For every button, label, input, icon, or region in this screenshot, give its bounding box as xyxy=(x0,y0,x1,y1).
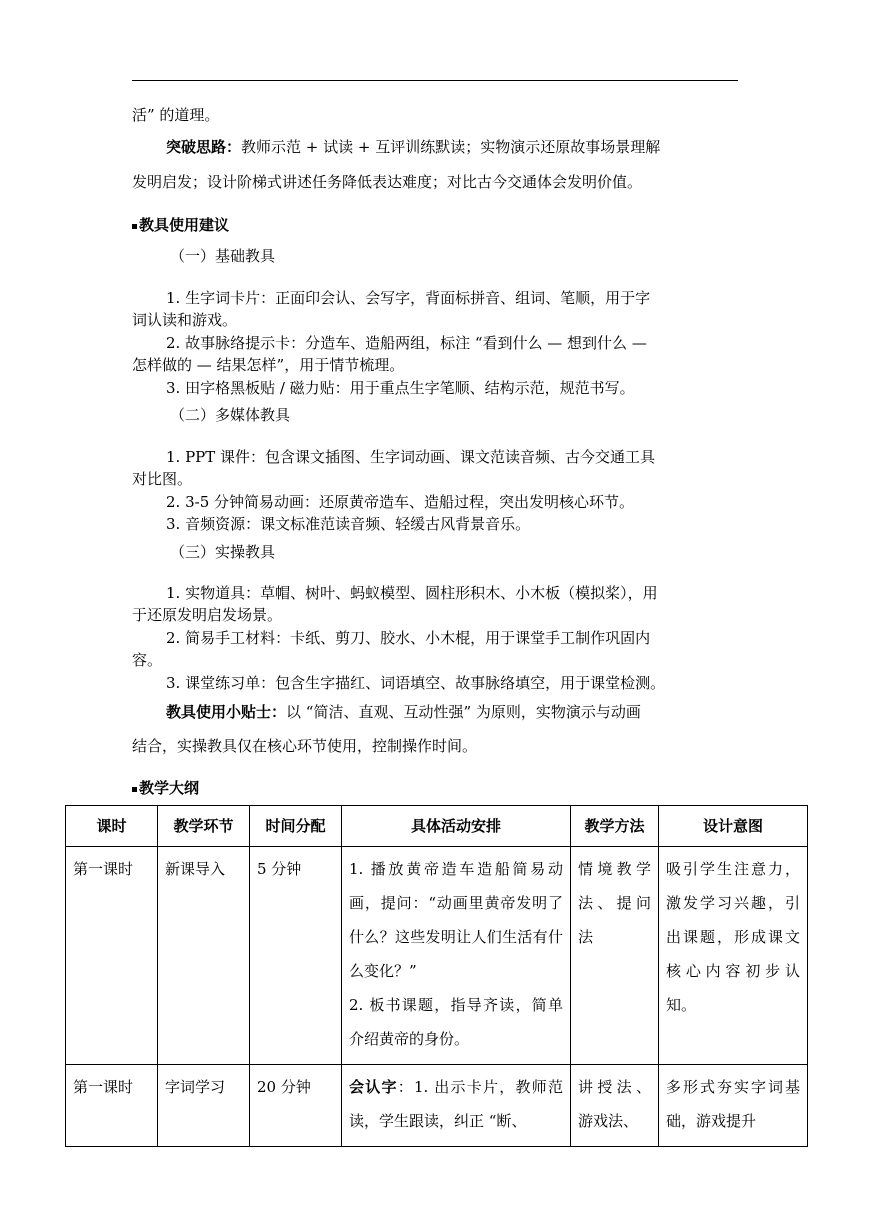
bullet-square-icon xyxy=(132,787,137,792)
cell-lesson: 第一课时 xyxy=(66,847,158,1065)
subsection-basic-title: （一）基础教具 xyxy=(170,247,276,265)
subsection-handson-title: （三）实操教具 xyxy=(170,543,276,561)
handson-item2-line1: 2. 简易手工材料：卡纸、剪刀、胶水、小木棍，用于课堂手工制作巩固内 xyxy=(166,629,651,647)
header-lesson: 课时 xyxy=(66,806,158,847)
handson-item1-line2: 于还原发明启发场景。 xyxy=(132,606,283,624)
tip-label: 教具使用小贴士： xyxy=(166,703,287,721)
media-item1-line2: 对比图。 xyxy=(132,470,193,488)
breakthrough-paragraph xyxy=(132,137,738,157)
cell-activity xyxy=(342,1065,571,1147)
bullet-square-icon xyxy=(132,224,137,229)
cell-intent: 吸引学生注意力，激发学习兴趣，引出课题，形成课文核心内容初步认知。 xyxy=(659,847,808,1065)
cell-intent: 多形式夯实字词基础，游戏提升 xyxy=(659,1065,808,1147)
media-item3: 3. 音频资源：课文标准范读音频、轻缓古风背景音乐。 xyxy=(166,515,531,533)
activity-label: 会认字 xyxy=(349,1078,398,1096)
media-item2: 2. 3-5 分钟简易动画：还原黄帝造车、造船过程，突出发明核心环节。 xyxy=(166,493,635,511)
media-item1-line1: 1. PPT 课件：包含课文插图、生字词动画、课文范读音频、古今交通工具 xyxy=(166,448,656,466)
cell-stage: 字词学习 xyxy=(158,1065,250,1147)
tip-paragraph xyxy=(132,702,738,722)
subsection-media-title: （二）多媒体教具 xyxy=(170,406,291,424)
activity-item-2: 2. 板书课题，指导齐读，简单介绍黄帝的身份。 xyxy=(349,996,563,1048)
tip-line1: 以 “简洁、直观、互动性强” 为原则，实物演示与动画 xyxy=(286,703,641,721)
cell-method: 讲授法、游戏法、 xyxy=(571,1065,659,1147)
activity-item-1: 1. 播放黄帝造车造船简易动画，提问：“动画里黄帝发明了什么？这些发明让人们生活有什么变化？” xyxy=(349,860,563,980)
header-activity: 具体活动安排 xyxy=(342,806,571,847)
breakthrough-line2: 发明启发；设计阶梯式讲述任务降低表达难度；对比古今交通体会发明价值。 xyxy=(132,173,643,191)
basic-item2-line2: 怎样做的 — 结果怎样”，用于情节梳理。 xyxy=(132,356,405,374)
basic-item1-line2: 词认读和游戏。 xyxy=(132,311,238,329)
cell-time: 20 分钟 xyxy=(250,1065,342,1147)
header-time: 时间分配 xyxy=(250,806,342,847)
basic-item2-line1: 2. 故事脉络提示卡：分造车、造船两组，标注 “看到什么 — 想到什么 — xyxy=(166,334,647,352)
basic-item1-line1: 1. 生字词卡片：正面印会认、会写字，背面标拼音、组词、笔顺，用于字 xyxy=(166,289,651,307)
table-row xyxy=(66,847,808,1065)
breakthrough-line1: 教师示范 + 试读 + 互评训练默读；实物演示还原故事场景理解 xyxy=(241,138,661,156)
handson-item3: 3. 课堂练习单：包含生字描红、词语填空、故事脉络填空，用于课堂检测。 xyxy=(166,674,666,692)
cell-time: 5 分钟 xyxy=(250,847,342,1065)
header-intent: 设计意图 xyxy=(659,806,808,847)
section-heading-tools: 教具使用建议 xyxy=(132,214,229,235)
outline-table xyxy=(65,805,808,1147)
breakthrough-label: 突破思路： xyxy=(166,138,242,156)
cell-activity xyxy=(342,847,571,1065)
section-heading-outline: 教学大纲 xyxy=(132,777,199,798)
header-method: 教学方法 xyxy=(571,806,659,847)
basic-item3: 3. 田字格黑板贴 / 磁力贴：用于重点生字笔顺、结构示范，规范书写。 xyxy=(166,379,635,397)
cell-method: 情境教学法、提问法 xyxy=(571,847,659,1065)
handson-item2-line2: 容。 xyxy=(132,651,163,669)
header-rule xyxy=(132,80,738,81)
cell-stage: 新课导入 xyxy=(158,847,250,1065)
activity-item-1: ：1. 出示卡片，教师范读，学生跟读，纠正 “断、 xyxy=(349,1078,563,1130)
table-row xyxy=(66,1065,808,1147)
cell-lesson: 第一课时 xyxy=(66,1065,158,1147)
header-stage: 教学环节 xyxy=(158,806,250,847)
table-header-row xyxy=(66,806,808,847)
tip-line2: 结合，实操教具仅在核心环节使用，控制操作时间。 xyxy=(132,737,478,755)
intro-line: 活” 的道理。 xyxy=(132,106,220,124)
handson-item1-line1: 1. 实物道具：草帽、树叶、蚂蚁模型、圆柱形积木、小木板（模拟桨），用 xyxy=(166,584,658,602)
